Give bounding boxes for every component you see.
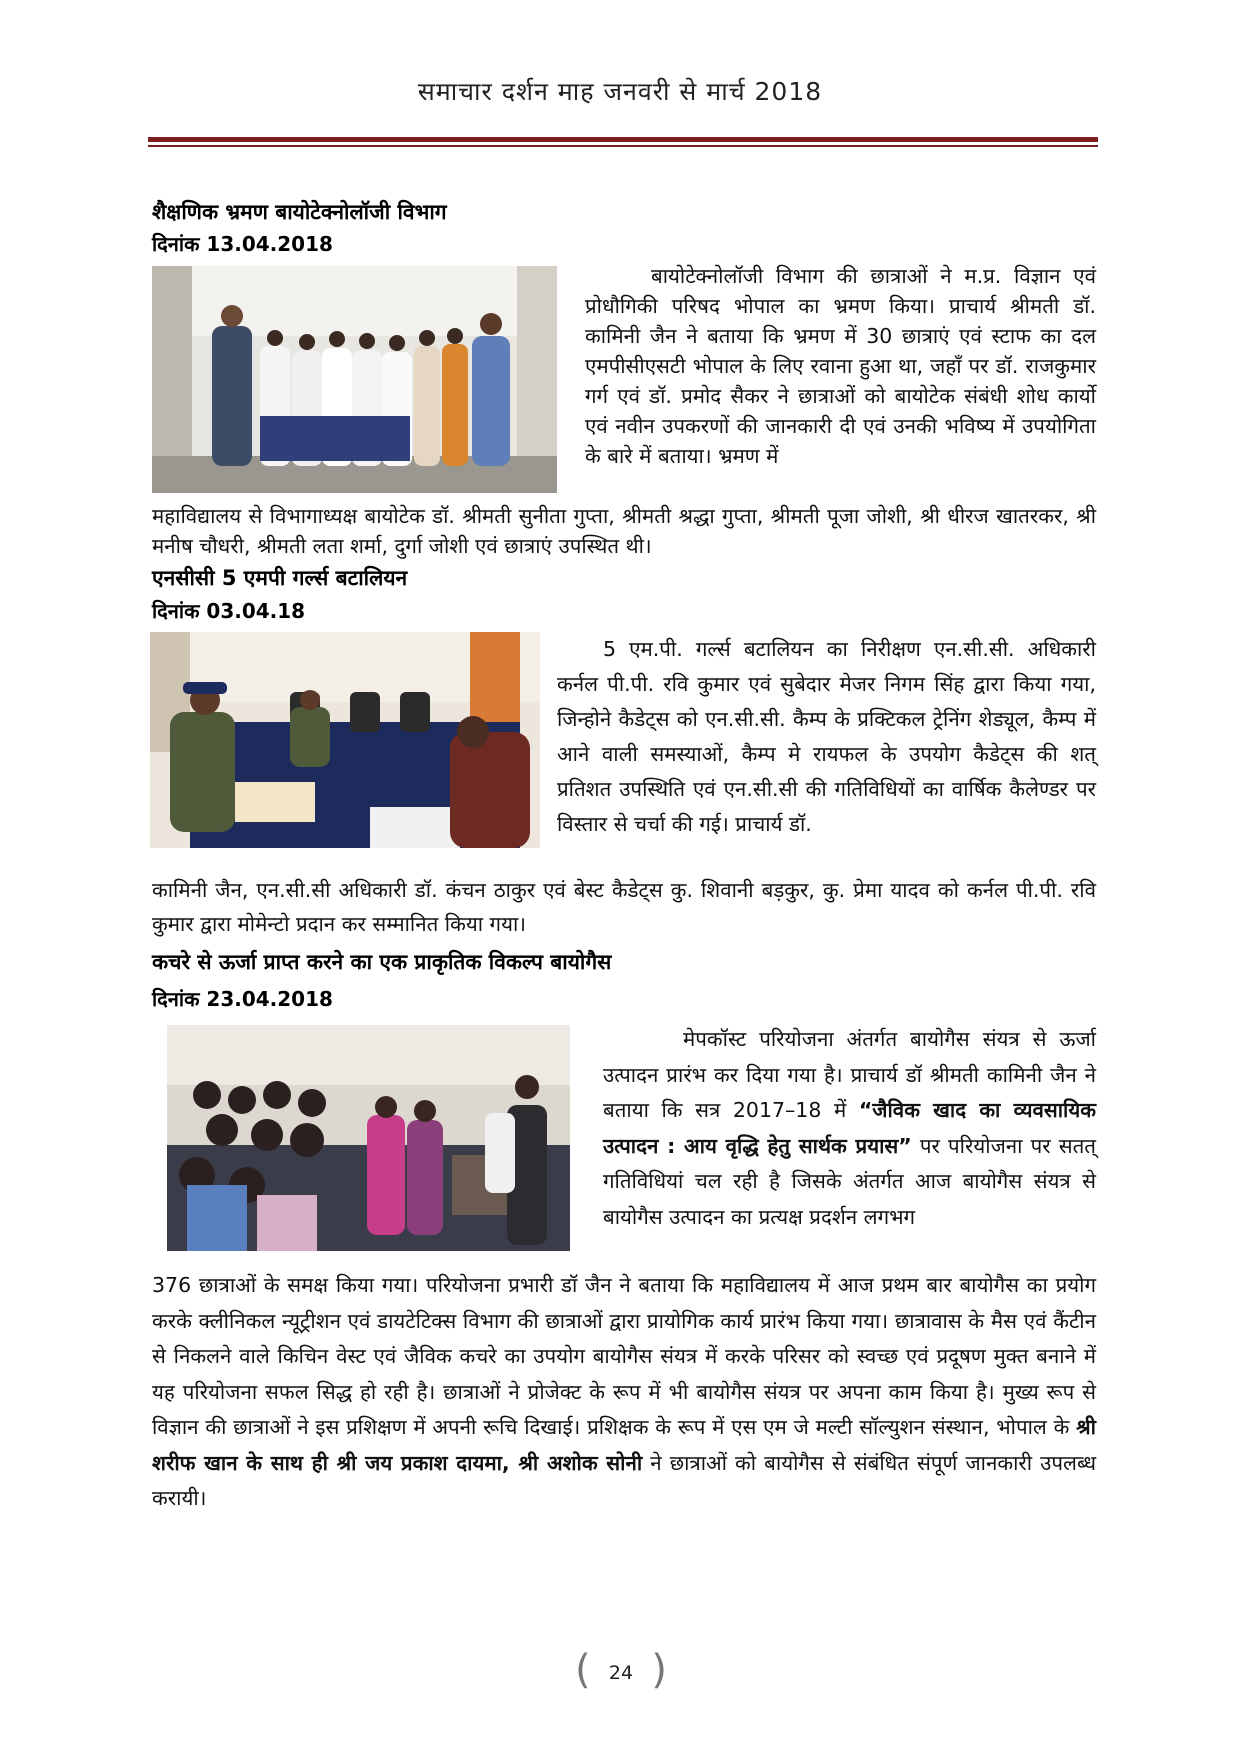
section-3-full-text: 376 छात्राओं के समक्ष किया गया। परियोजना प्रभारी डॉ जैन ने बताया कि महाविद्यालय में आज प्रथम बार बायोगैस का प्रयोग करके क्लीनिकल न्यूट्रीशन एवं डायटेटिक्स विभाग की छात्राओं द्वारा प्रायोगिक कार्य प्रारंभ किया गया। छात्रावास के मैस एवं कैंटीन से निकलने वाले किचिन वेस्ट एवं जैविक कचरे का उपयोग बायोगैस संयत्र में करके परिसर को स्वच्छ एवं प्रदूषण मुक्त बनाने में यह परियोजना सफल सिद्ध हो रही है। छात्राओं ने प्रोजेक्ट के रूप में भी बायोगैस संयत्र पर अपना काम किया है। मुख्य रूप से विज्ञान की छात्राओं ने इस प्रशिक्षण में अपनी रूचि दिखाई। प्रशिक्षक के रूप में एस एम जे मल्टी सॉल्युशन संस्थान, भोपाल के श्री शरीफ खान के साथ ही श्री जय प्रकाश दायमा, श्री अशोक सोनी ने छात्राओं को बायोगैस से संबंधित संपूर्ण जानकारी उपलब्ध करायी। <box>152 1273 1096 1510</box>
right-bracket-icon: ) <box>651 1647 667 1693</box>
section-date-ncc: दिनांक 03.04.18 <box>152 599 306 623</box>
section-1-side-text: बायोटेक्नोलॉजी विभाग की छात्राओं ने म.प्र. विज्ञान एवं प्रोधौगिकी परिषद भोपाल का भ्रमण किया। प्राचार्य श्रीमती डॉ. कामिनी जैन ने बताया कि भ्रमण में 30 छात्राएं एवं स्टाफ का दल एमपीसीएसटी भोपाल के लिए रवाना हुआ था, जहाँ पर डॉ. राजकुमार गर्ग एवं डॉ. प्रमोद सैकर ने छात्राओं को बायोटेक संबंधी शोध कार्यो एवं नवीन उपकरणों की जानकारी दी एवं उनकी भविष्य में उपयोगिता के बारे में बताया। भ्रमण में <box>585 264 1096 468</box>
photo-biotech-group <box>152 266 557 493</box>
section-title-ncc: एनसीसी 5 एमपी गर्ल्स बटालियन <box>152 566 408 590</box>
section-2-full-text: कामिनी जैन, एन.सी.सी अधिकारी डॉ. कंचन ठाकुर एवं बेस्ट कैडेट्स कु. शिवानी बड़कुर, कु. प्रेमा यादव को कर्नल पी.पी. रवि कुमार द्वारा मोमेन्टो प्रदान कर सम्मानित किया गया। <box>152 878 1096 936</box>
section-date-biogas: दिनांक 23.04.2018 <box>152 987 333 1011</box>
page-number-box <box>575 1647 667 1697</box>
section-3-side-text: मेपकॉस्ट परियोजना अंतर्गत बायोगैस संयत्र से ऊर्जा उत्पादन प्रारंभ कर दिया गया है। प्राचार्य डॉ श्रीमती कामिनी जैन ने बताया कि सत्र 2017–18 में “जैविक खाद का व्यवसायिक उत्पादन : आय वृद्धि हेतु सार्थक प्रयास” पर परियोजना पर सतत् गतिविधियां चल रही है जिसके अंतर्गत आज बायोगैस संयत्र से बायोगैस उत्पादन का प्रत्यक्ष प्रदर्शन लगभग <box>603 1027 1096 1229</box>
header-rule-thick <box>148 137 1098 142</box>
section-3-trainer-names: श्री शरीफ खान के साथ ही श्री जय प्रकाश दायमा, श्री अशोक सोनी <box>152 1415 1096 1475</box>
section-3-project-title: “जैविक खाद का व्यवसायिक उत्पादन : आय वृद्धि हेतु सार्थक प्रयास” <box>603 1098 1096 1158</box>
section-1-full-text: महाविद्यालय से विभागाध्यक्ष बायोटेक डॉ. श्रीमती सुनीता गुप्ता, श्रीमती श्रद्धा गुप्ता, श्रीमती पूजा जोशी, श्री धीरज खातरकर, श्री मनीष चौधरी, श्रीमती लता शर्मा, दुर्गा जोशी एवं छात्राएं उपस्थित थी। <box>152 504 1096 558</box>
header-rule-thin <box>148 145 1098 147</box>
section-title-biogas: कचरे से ऊर्जा प्राप्त करने का एक प्राकृतिक विकल्प बायोगैस <box>152 950 612 974</box>
page-number: 24 <box>608 1662 634 1684</box>
section-2-side-text: 5 एम.पी. गर्ल्स बटालियन का निरीक्षण एन.सी.सी. अधिकारी कर्नल पी.पी. रवि कुमार एवं सुबेदार मेजर निगम सिंह द्वारा किया गया, जिन्होने कैडेट्स को एन.सी.सी. कैम्प के प्रक्टिकल ट्रेनिंग शेड्यूल, कैम्प में आने वाली समस्याओं, कैम्प मे रायफल के उपयोग कैडेट्स की शत् प्रतिशत उपस्थिति एवं एन.सी.सी की गतिविधियों का वार्षिक कैलेण्डर पर विस्तार से चर्चा की गई। प्राचार्य डॉ. <box>557 637 1096 836</box>
photo-ncc-meeting <box>150 632 540 848</box>
section-title-biotech-tour: शैक्षणिक भ्रमण बायोटेक्नोलॉजी विभाग <box>152 200 447 224</box>
photo-biogas-demonstration <box>167 1025 570 1251</box>
page-header-title: समाचार दर्शन माह जनवरी से मार्च 2018 <box>417 77 823 106</box>
section-date-biotech-tour: दिनांक 13.04.2018 <box>152 232 333 256</box>
left-bracket-icon: ( <box>575 1647 591 1693</box>
